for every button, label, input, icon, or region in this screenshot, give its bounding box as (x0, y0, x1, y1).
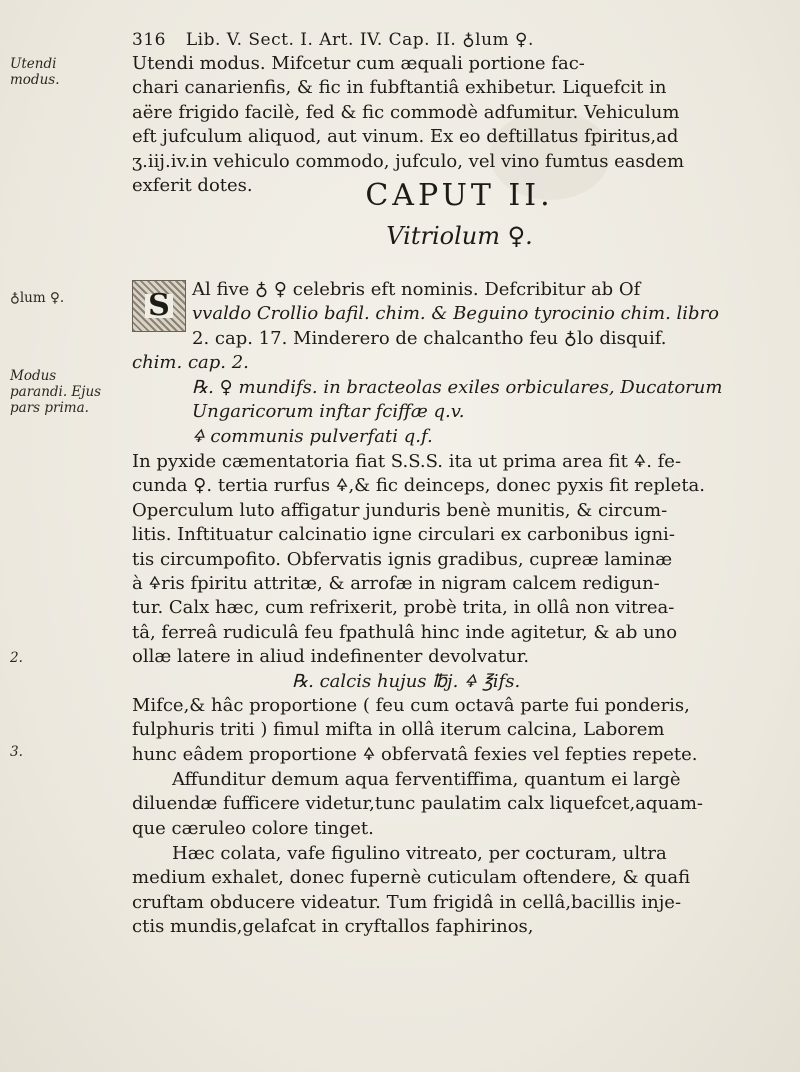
paragraph-4 (132, 842, 787, 940)
recipe-line: 🜍 communis pulverfati q.f. (192, 425, 433, 447)
text-line: chari canarienfis, & fic in fubftantiâ exhibetur. Liquefcit in (132, 77, 667, 99)
text-line: Hæc colata, vafe figulino vitreato, per cocturam, ultra (172, 843, 667, 864)
text-line: à 🜍ris fpiritu attritæ, & arrofæ in nigram calcem redigun- (132, 573, 660, 595)
text-line: ctis mundis,gelafcat in cryftallos faphirinos, (132, 916, 534, 938)
text-line: Utendi modus. Mifcetur cum æquali portione fac- (132, 53, 585, 74)
text-line: ollæ latere in aliud indefinenter devolvatur. (132, 646, 530, 668)
paragraph-2 (132, 694, 787, 767)
margin-note-oleum: ♁lum ♀. (10, 290, 65, 306)
margin-note-modus: Modus parandi. Ejus pars prima. (10, 368, 102, 416)
paragraph-1 (132, 450, 787, 670)
text-line: fulphuris triti ) fimul mifta in ollâ iterum calcina, Laborem (132, 719, 665, 741)
text-line: hunc eâdem proportione 🜍 obfervatâ fexies vel fepties repete. (132, 743, 698, 765)
text-line: Operculum luto affigatur junduris benè munitis, & circum- (132, 499, 668, 521)
text-line: tur. Calx hæc, cum refrixerit, probè trita, in ollâ non vitrea- (132, 597, 675, 619)
section-intro (132, 278, 787, 376)
text-line: tâ, ferreâ rudiculâ feu fpathulâ hinc inde agitetur, & ab uno (132, 621, 678, 643)
text-line: 2. cap. 17. Minderero de chalcantho feu ♁lo disquif. (192, 327, 667, 349)
recipe-b (132, 670, 787, 694)
text-line: vvaldo Crollio bafil. chim. & Beguino tyrocinio chim. libro (192, 303, 720, 325)
text-line: Al five ♁ ♀ celebris eft nominis. Defcribitur ab Of (192, 279, 641, 300)
margin-note-2: 2. (10, 650, 23, 666)
text-line: ʒ.iij.iv.in vehiculo commodo, jufculo, vel vino fumtus easdem (132, 150, 685, 172)
chapter-heading: CAPUT II. (365, 178, 554, 213)
text-line: Affunditur demum aqua ferventiffima, quantum ei largè (172, 769, 681, 790)
recipe-a (132, 376, 787, 449)
paragraph-3 (132, 768, 787, 841)
text-line: tis circumpofito. Obfervatis ignis gradibus, cupreæ laminæ (132, 548, 673, 570)
text-line: cunda ♀. tertia rurfus 🜍,& fic deinceps, donec pyxis fit repleta. (132, 475, 706, 497)
page-number: 316 (132, 30, 166, 50)
initial-letter: S (145, 294, 173, 318)
text-line: medium exhalet, donec fupernè cuticulam oftendere, & quafi (132, 867, 691, 889)
recipe-line: Ungaricorum inftar fciffæ q.v. (192, 401, 465, 423)
text-line: In pyxide cæmentatoria fiat S.S.S. ita ut prima area fit 🜍. fe- (132, 451, 682, 472)
recipe-line: ℞. calcis hujus ℔j. 🜍 ℥ifs. (292, 671, 521, 692)
running-title: Lib. V. Sect. I. Art. IV. Cap. II. ♁lum ♀. (185, 30, 534, 50)
text-line: diluendæ fufficere videtur,tunc paulatim calx liquefcet,aquam- (132, 793, 703, 815)
decorated-initial (132, 280, 186, 332)
text-line: aëre frigido facilè, fed & fic commodè adfumitur. Vehiculum (132, 101, 680, 123)
running-header (132, 30, 780, 50)
text-line: cruftam obducere videatur. Tum frigidâ in cellâ,bacillis inje- (132, 891, 682, 913)
text-line: chim. cap. 2. (132, 352, 249, 374)
text-line: que cæruleo colore tinget. (132, 817, 374, 839)
text-line: eft jufculum aliquod, aut vinum. Ex eo deftillatus fpiritus,ad (132, 126, 679, 148)
text-line: exferit dotes. (132, 175, 253, 197)
margin-note-3: 3. (10, 744, 23, 760)
chapter-subtitle: Vitriolum ♀. (386, 222, 533, 250)
intro-paragraph (132, 52, 787, 198)
recipe-line: ℞. ♀ mundifs. in bracteolas exiles orbiculares, Ducatorum (192, 377, 723, 398)
margin-note-utendi: Utendi modus. (10, 56, 60, 88)
text-line: Mifce,& hâc proportione ( feu cum octavâ parte fui ponderis, (132, 695, 690, 716)
text-line: litis. Inftituatur calcinatio igne circulari ex carbonibus igni- (132, 524, 675, 546)
